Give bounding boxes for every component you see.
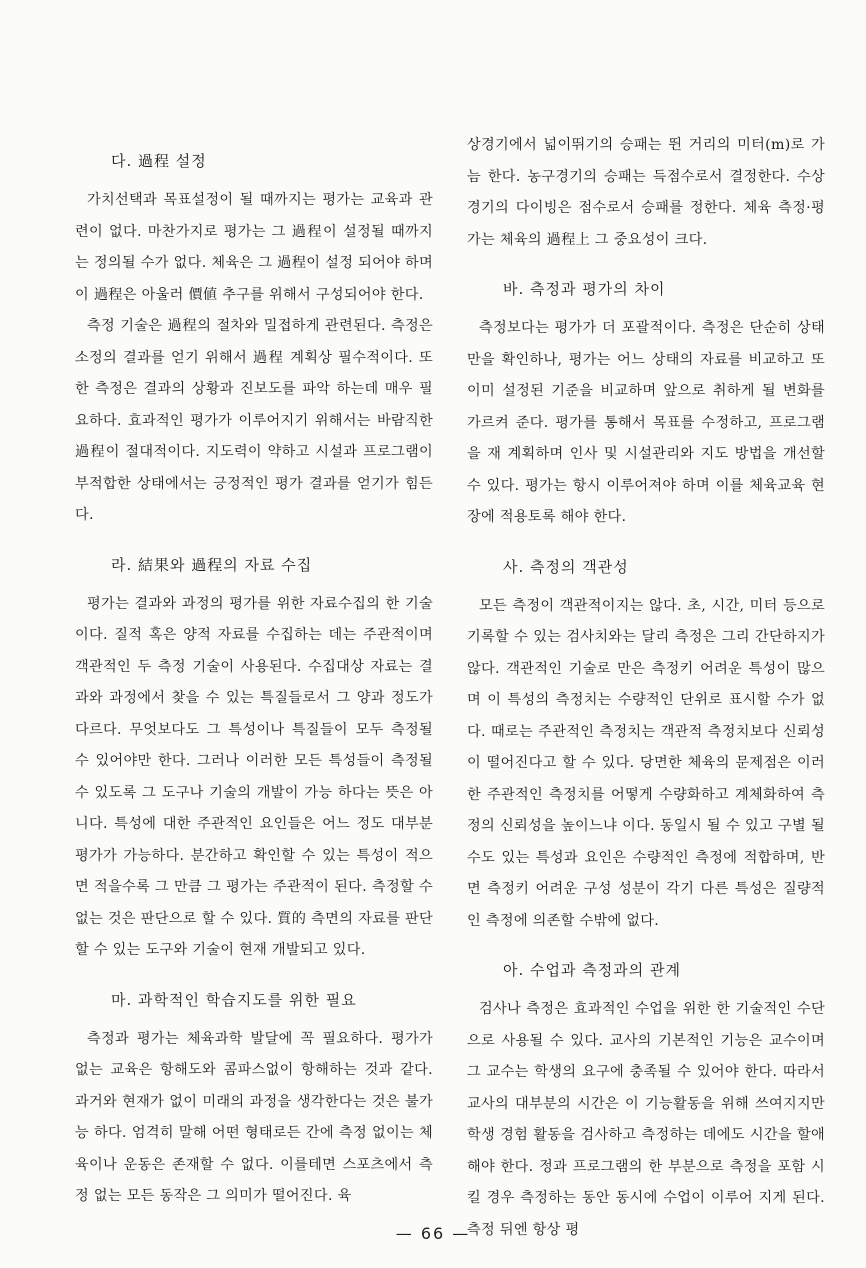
section-title: 다. 過程 설정 (111, 152, 207, 170)
section-scientific-instruction (75, 989, 433, 1213)
section-title: 사. 측정의 객관성 (503, 557, 629, 576)
paragraph: 측정과 평가는 체육과학 발달에 꼭 필요하다. 평가가 없는 교육은 항해도와 콤파스없이 항해하는 것과 같다. 과거와 현재가 없이 미래의 과정을 생각한다는 것은 불가능 하다. 엄격히 말해 어떤 형태로든 간에 측정 없이는 체육이나 운동은 존재할 수 없다. 이를테면 스포츠에서 측정 없는 모든 동작은 그 의미가 떨어진다. 육 (75, 1030, 433, 1204)
section-title: 마. 과학적인 학습지도를 위한 필요 (111, 990, 357, 1009)
section-title: 아. 수업과 측정과의 관계 (503, 961, 681, 979)
section-measurement-vs-evaluation (467, 278, 825, 534)
paragraph: 평가는 결과와 과정의 평가를 위한 자료수집의 한 기술이다. 질적 혹은 양적 자료를 수집하는 데는 주관적이며 객관적인 두 측정 기술이 사용된다. 수집대상 자료는 결과와 과정에서 찾을 수 있는 특질들로서 그 양과 정도가 다르다. 무엇보다도 그 특성이나 특질들이 모두 측정될 수 있어야만 한다. 그러나 이러한 모든 특성들이 측정될 수 있도록 그 도구나 기술의 개발이 가능 하다는 뜻은 아니다. 특성에 대한 주관적인 요인들은 어느 정도 대부분 평가가 가능하다. 분간하고 확인할 수 있는 특성이 적으면 적을수록 그 만큼 그 평가는 주관적이 된다. 측정할 수 없는 것은 판단으로 할 수 있다. 質的 측면의 자료를 판단할 수 있는 도구와 기술이 현재 개발되고 있다. (75, 595, 433, 958)
section-objectivity (467, 556, 825, 938)
continued-text (467, 130, 825, 256)
page-number: — 66 — (395, 1224, 471, 1243)
section-title: 라. 結果와 過程의 자료 수집 (111, 555, 313, 574)
paragraph: 검사나 측정은 효과적인 수업을 위한 한 기술적인 수단으로 사용될 수 있다. 교사의 기본적인 기능은 교수이며 그 교수는 학생의 요구에 충족될 수 있어야 한다. 따라서 교사의 대부분의 시간은 이 기능활동을 위해 쓰여지지만 학생 경험 활동을 검사하고 측정하는 데에도 시간을 할애 해야 한다. 정과 프로그램의 한 부분으로 측정을 포함 시킬 경우 측정하는 동안 동시에 수업이 이루어 지게 된다. 측정 뒤엔 항상 평 (467, 1001, 825, 1238)
section-instruction-and-measurement (467, 959, 825, 1246)
right-column (467, 130, 825, 1268)
section-data-collection (75, 554, 433, 967)
paragraph: 모든 측정이 객관적이지는 않다. 초, 시간, 미터 등으로 기록할 수 있는 검사치와는 달리 측정은 그리 간단하지가 않다. 객관적인 기술로 만은 측정키 어려운 특성이 많으며 이 특성의 측정치는 수량적인 단위로 표시할 수가 없다. 때로는 주관적인 측정치는 객관적 측정치보다 신뢰성이 떨어진다고 할 수 있다. 당면한 체육의 문제점은 이러한 주관적인 측정치를 어떻게 수량화하고 계체화하여 측정의 신뢰성을 높이느냐 이다. 동일시 될 수 있고 구별 될 수도 있는 특성과 요인은 수량적인 측정에 적합하며, 반면 측정키 어려운 구성 성분이 각기 다른 특성은 질량적인 측정에 의존할 수밖에 없다. (467, 597, 825, 929)
paragraph: 측정보다는 평가가 더 포괄적이다. 측정은 단순히 상태만을 확인하나, 평가는 어느 상태의 자료를 비교하고 또 이미 설정된 기준을 비교하며 앞으로 취하게 될 변화를 가르켜 준다. 평가를 통해서 목표를 수정하고, 프로그램을 재 계획하며 인사 및 시설관리와 지도 방법을 개선할 수 있다. 평가는 항시 이루어져야 하며 이를 체육교육 현장에 적용토록 해야 한다. (467, 320, 825, 525)
paragraph: 가치선택과 목표설정이 될 때까지는 평가는 교육과 관련이 없다. 마찬가지로 평가는 그 過程이 설정될 때까지는 정의될 수가 없다. 체육은 그 過程이 설정 되어야 하며 이 過程은 아울러 價値 추구를 위해서 구성되어야 한다. (75, 192, 433, 303)
paragraph: 측정 기술은 過程의 절차와 밀접하게 관련된다. 측정은 소정의 결과를 얻기 위해서 過程 계획상 필수적이다. 또한 측정은 결과의 상황과 진보도를 파악 하는데 매우 필요하다. 효과적인 평가가 이루어지기 위해서는 바람직한 過程이 절대적이다. 지도력이 약하고 시설과 프로그램이 부적합한 상태에서는 긍정적인 평가 결과를 얻기가 힘든다. (75, 318, 433, 523)
section-title: 바. 측정과 평가의 차이 (503, 280, 666, 298)
section-process-setting (75, 150, 433, 532)
left-column (75, 130, 433, 1235)
paragraph: 상경기에서 넓이뛰기의 승패는 뛴 거리의 미터(m)로 가늠 한다. 농구경기의 승패는 득점수로서 결정한다. 수상경기의 다이빙은 점수로서 승패를 정한다. 체육 측정·평가는 체육의 過程上 그 중요성이 크다. (467, 137, 825, 248)
